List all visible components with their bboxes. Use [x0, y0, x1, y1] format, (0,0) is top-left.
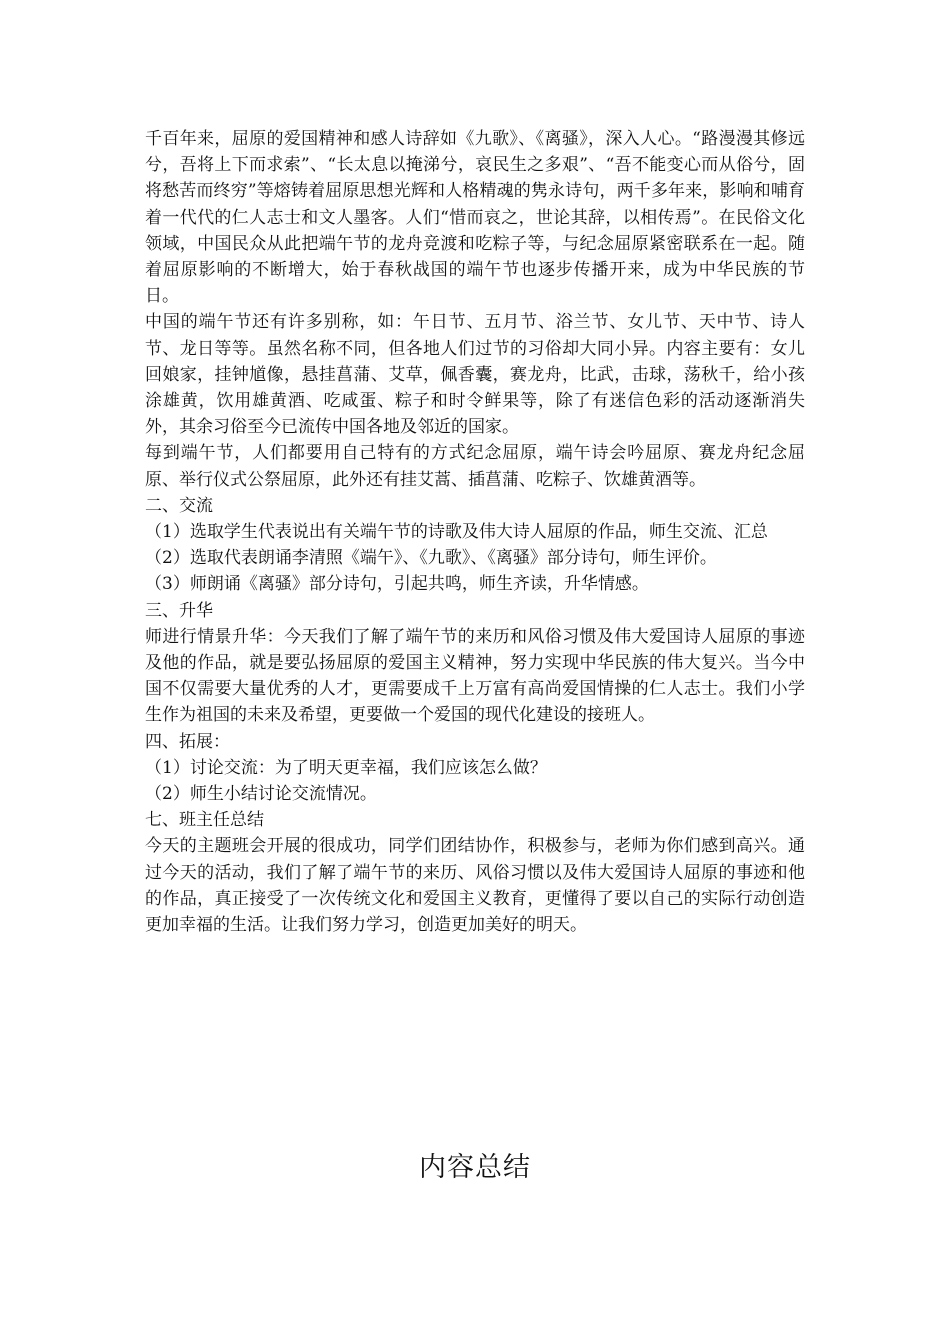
- list-item-extension-1: （1）讨论交流：为了明天更幸福，我们应该怎么做？: [145, 757, 547, 778]
- paragraph-festival-names: 中国的端午节还有许多别称，如：午日节、五月节、浴兰节、女儿节、天中节、诗人节、龙日等等。虽然名称不同，但各地人们过节的习俗却大同小异。内容主要有：女儿回娘家，挂钟馗像，悬挂菖蒲、艾草，佩香囊，赛龙舟，比武，击球，荡秋千，给小孩涂雄黄，饮用雄黄酒、吃咸蛋、粽子和时令鲜果等，除了有迷信色彩的活动逐渐消失外，其余习俗至今已流传中国各地及邻近的国家。: [145, 312, 805, 438]
- paragraph-sublimation: 师进行情景升华：今天我们了解了端午节的来历和风俗习惯及伟大爱国诗人屈原的事迹及他的作品，就是要弘扬屈原的爱国主义精神，努力实现中华民族的伟大复兴。当今中国不仅需要大量优秀的人才，更需要成千上万富有高尚爱国情操的仁人志士。我们小学生作为祖国的未来及希望，更要做一个爱国的现代化建设的接班人。: [145, 626, 805, 726]
- list-item-exchange-1: （1）选取学生代表说出有关端午节的诗歌及伟大诗人屈原的作品，师生交流、汇总: [145, 522, 768, 543]
- paragraph-teacher-summary: 今天的主题班会开展的很成功，同学们团结协作，积极参与，老师为你们感到高兴。通过今天的活动，我们了解了端午节的来历、风俗习惯以及伟大爱国诗人屈原的事迹和他的作品，真正接受了一次传统文化和爱国主义教育，更懂得了要以自己的实际行动创造更加幸福的生活。让我们努力学习，创造更加美好的明天。: [145, 836, 805, 936]
- list-item-exchange-3: （3）师朗诵《离骚》部分诗句，引起共鸣，师生齐读，升华情感。: [145, 574, 649, 595]
- list-item-exchange-2: （2）选取代表朗诵李清照《端午》、《九歌》、《离骚》部分诗句，师生评价。: [145, 548, 717, 569]
- paragraph-qu-yuan-legacy: 千百年来，屈原的爱国精神和感人诗辞如《九歌》、《离骚》，深入人心。“路漫漫其修远兮，吾将上下而求索”、“长太息以掩涕兮，哀民生之多艰”、“吾不能变心而从俗兮，固将愁苦而终穷”等熔铸着屈原思想光辉和人格精魂的隽永诗句，两千多年来，影响和哺育着一代代的仁人志士和文人墨客。人们“惜而哀之，世论其辞，以相传焉”。在民俗文化领域，中国民众从此把端午节的龙舟竞渡和吃粽子等，与纪念屈原紧密联系在一起。随着屈原影响的不断增大，始于春秋战国的端午节也逐步传播开来，成为中华民族的节日。: [145, 129, 805, 307]
- document-body: [145, 126, 805, 938]
- section-heading-extension: 四、拓展：: [145, 731, 230, 752]
- content-summary-heading: 内容总结: [419, 1152, 531, 1183]
- paragraph-commemoration: 每到端午节，人们都要用自己特有的方式纪念屈原，端午诗会吟屈原、赛龙舟纪念屈原、举行仪式公祭屈原，此外还有挂艾蒿、插菖蒲、吃粽子、饮雄黄酒等。: [145, 443, 805, 490]
- section-heading-exchange: 二、交流: [145, 495, 213, 516]
- list-item-extension-2: （2）师生小结讨论交流情况。: [145, 784, 377, 805]
- section-heading-sublimation: 三、升华: [145, 600, 213, 621]
- section-heading-teacher-summary: 七、班主任总结: [145, 810, 264, 831]
